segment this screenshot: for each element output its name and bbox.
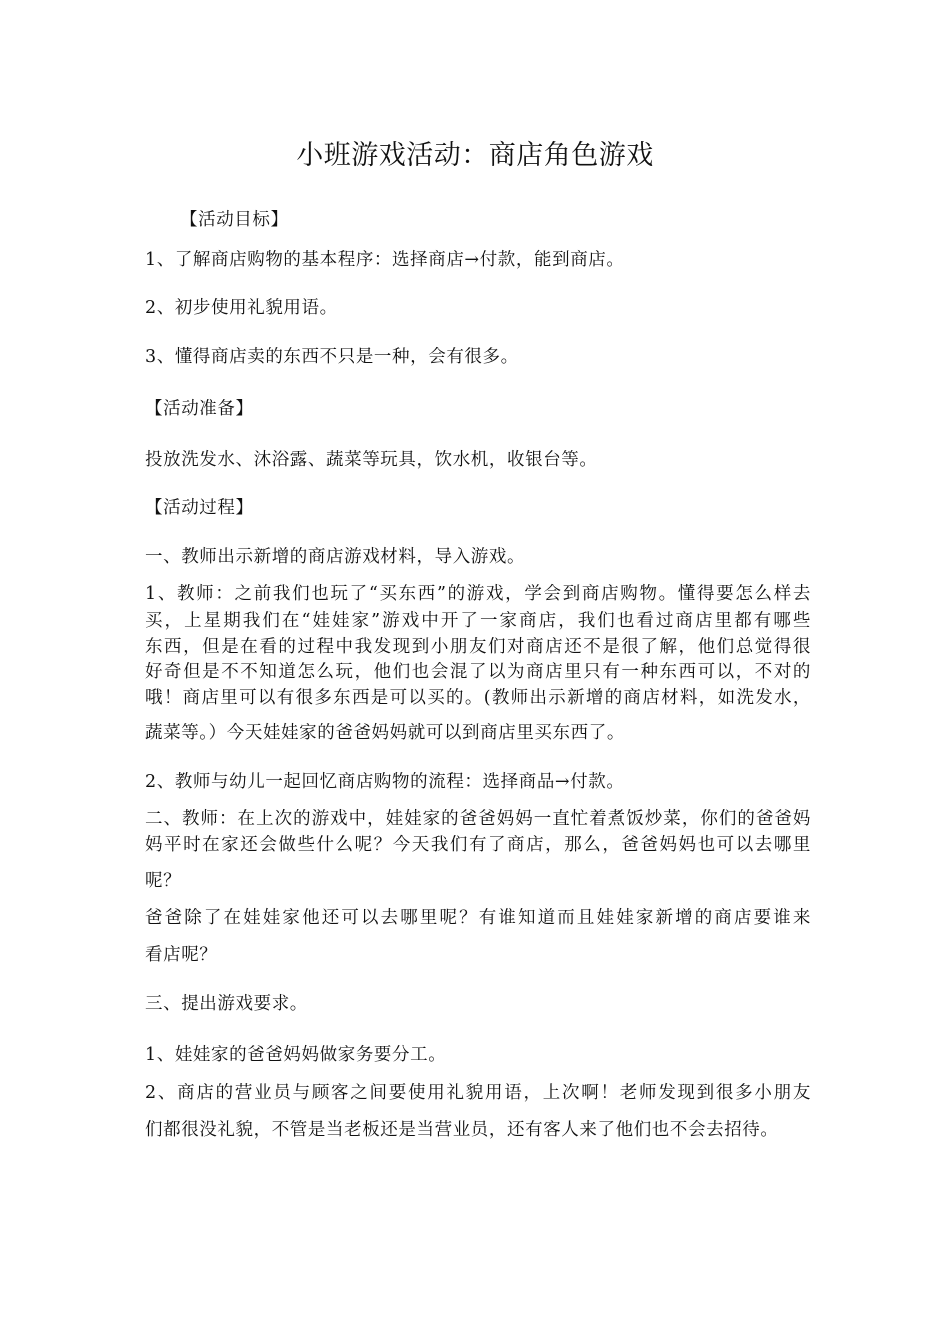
paragraph-line: 爸爸除了在娃娃家他还可以去哪里呢？有谁知道而且娃娃家新增的商店要谁来 (145, 908, 811, 928)
paragraph-line: 好奇但是不不知道怎么玩，他们也会混了以为商店里只有一种东西可以，不对的 (145, 662, 811, 682)
paragraph-line: 哦！商店里可以有很多东西是可以买的。(教师出示新增的商店材料，如洗发水， (145, 688, 811, 708)
section-heading-preparation: 【活动准备】 (145, 399, 254, 419)
section-heading-requirements: 三、提出游戏要求。 (145, 994, 308, 1014)
paragraph-line: 2、初步使用礼貌用语。 (145, 298, 338, 318)
section-heading-process: 【活动过程】 (145, 498, 254, 518)
paragraph-line: 2、教师与幼儿一起回忆商店购物的流程：选择商品→付款。 (145, 772, 625, 792)
paragraph-line: 1、娃娃家的爸爸妈妈做家务要分工。 (145, 1045, 447, 1065)
paragraph-line: 3、懂得商店卖的东西不只是一种，会有很多。 (145, 347, 519, 367)
paragraph-line: 看店呢？ (145, 945, 218, 965)
paragraph-line: 1、了解商店购物的基本程序：选择商店→付款，能到商店。 (145, 250, 625, 270)
paragraph-line: 们都很没礼貌，不管是当老板还是当营业员，还有客人来了他们也不会去招待。 (145, 1120, 779, 1140)
paragraph-line: 蔬菜等。）今天娃娃家的爸爸妈妈就可以到商店里买东西了。 (145, 723, 625, 743)
paragraph-line: 投放洗发水、沐浴露、蔬菜等玩具，饮水机，收银台等。 (145, 450, 598, 470)
paragraph-line: 二、教师：在上次的游戏中，娃娃家的爸爸妈妈一直忙着煮饭炒菜，你们的爸爸妈 (145, 809, 811, 829)
paragraph-line: 2、商店的营业员与顾客之间要使用礼貌用语，上次啊！老师发现到很多小朋友 (145, 1083, 811, 1103)
paragraph-line: 呢？ (145, 871, 182, 891)
section-heading-goals: 【活动目标】 (180, 210, 289, 230)
paragraph-line: 买，上星期我们在“娃娃家”游戏中开了一家商店，我们也看过商店里都有哪些 (145, 611, 811, 631)
paragraph-line: 妈平时在家还会做些什么呢？今天我们有了商店，那么，爸爸妈妈也可以去哪里 (145, 835, 811, 855)
paragraph-line: 一、教师出示新增的商店游戏材料，导入游戏。 (145, 547, 526, 567)
paragraph-line: 东西，但是在看的过程中我发现到小朋友们对商店还不是很了解，他们总觉得很 (145, 637, 811, 657)
document-title: 小班游戏活动：商店角色游戏 (296, 140, 654, 171)
paragraph-line: 1、教师：之前我们也玩了“买东西”的游戏，学会到商店购物。懂得要怎么样去 (145, 584, 811, 604)
